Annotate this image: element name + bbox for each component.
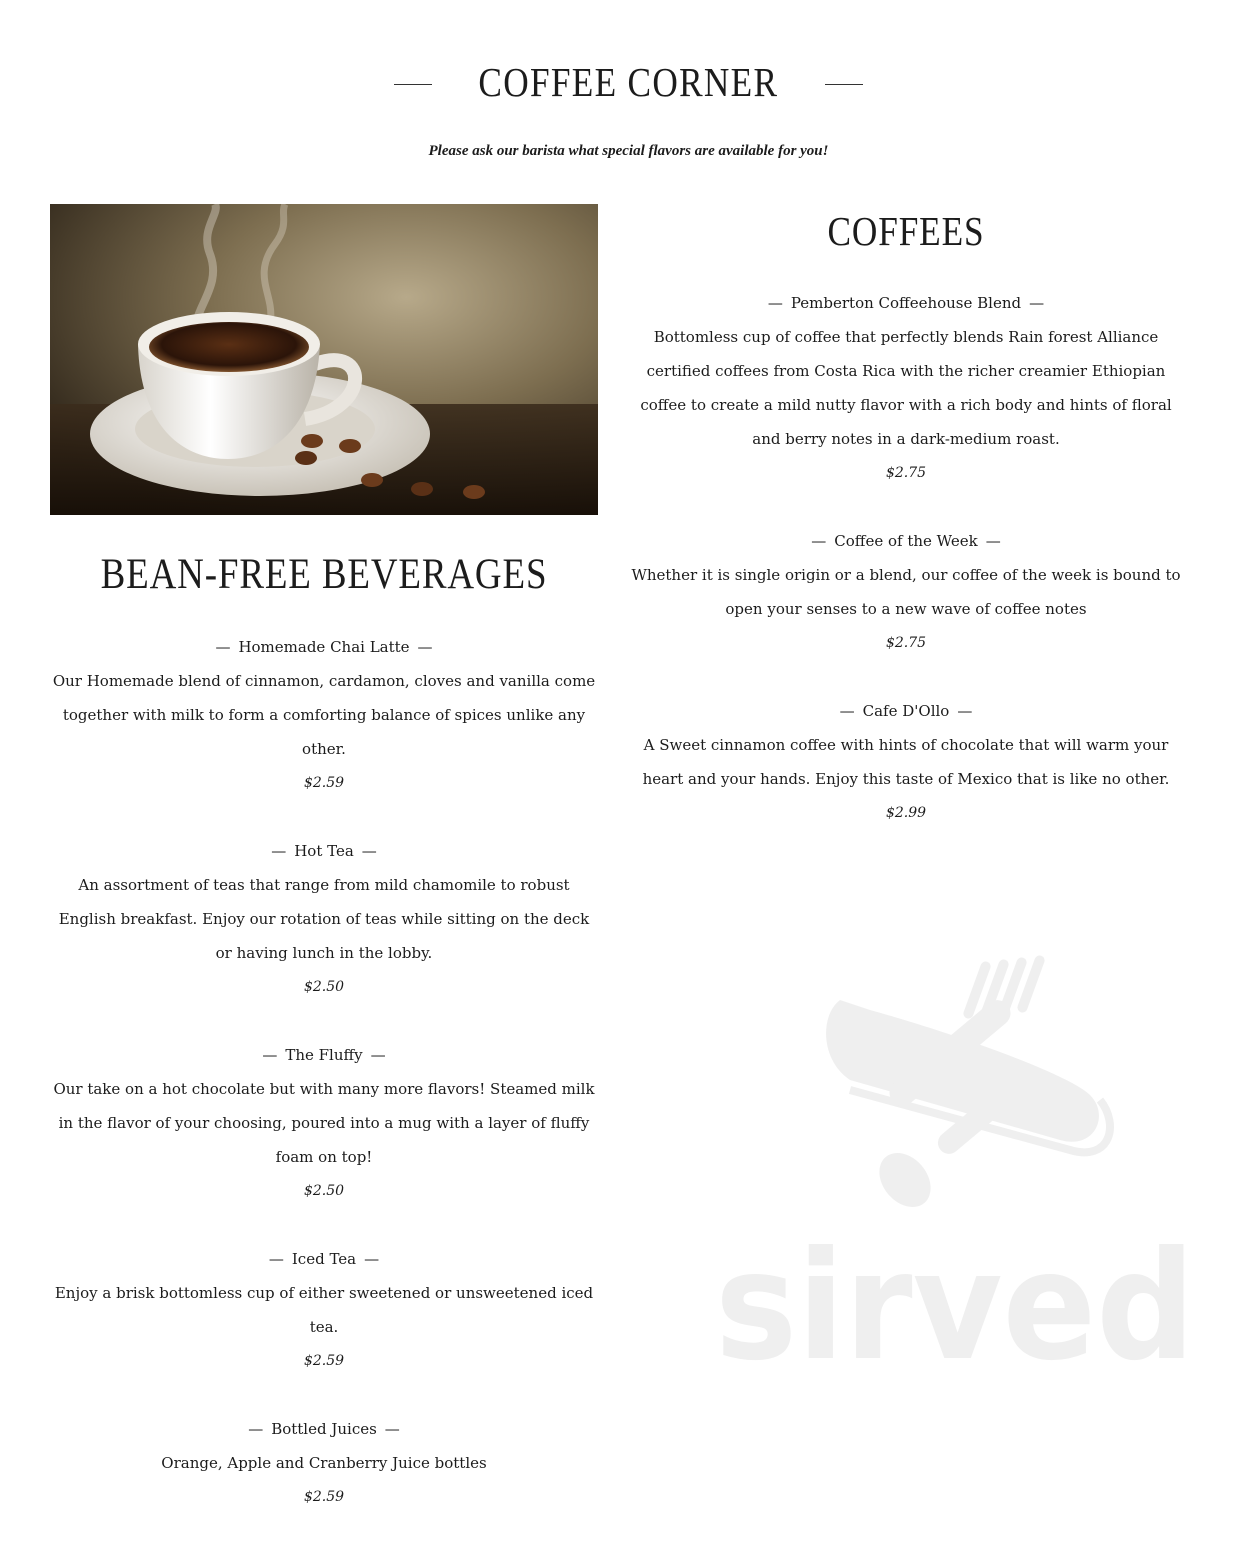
item-price: $2.59 [303, 1489, 345, 1505]
menu-item: — Homemade Chai Latte — Our Homemade blend of cinnamon, cardamon, cloves and vanilla come together with milk to form a comforting balance of spices unlike any other. $2.59 [50, 630, 598, 800]
coffee-cup-photo [50, 204, 598, 515]
menu-item: — Cafe D'Ollo — A Sweet cinnamon coffee with hints of chocolate that will warm your heart and your hands. Enjoy this taste of Mexico that is like no other. $2.99 [630, 694, 1182, 830]
item-price: $2.75 [885, 635, 927, 651]
item-name: Iced Tea [291, 1250, 357, 1268]
menu-header [0, 58, 1257, 106]
item-price: $2.50 [303, 1183, 345, 1199]
title-dash-left [394, 84, 432, 85]
coffees-heading: COFFEES [827, 208, 985, 254]
bean-free-heading: BEAN-FREE BEVERAGES [100, 551, 548, 598]
item-name: Bottled Juices [271, 1420, 377, 1438]
item-description: A Sweet cinnamon coffee with hints of chocolate that will warm your heart and your hands. Enjoy this taste of Mexico that is like no other. [642, 736, 1170, 788]
title-dash-right [825, 84, 863, 85]
item-description: Our take on a hot chocolate but with many more flavors! Steamed milk in the flavor of your choosing, poured into a mug with a layer of fluffy foam on top! [53, 1080, 595, 1166]
sirved-watermark [700, 940, 1220, 1380]
item-description: Our Homemade blend of cinnamon, cardamon, cloves and vanilla come together with milk to form a comforting balance of spices unlike any other. [52, 672, 596, 758]
menu-item: — Hot Tea — An assortment of teas that range from mild chamomile to robust English breakfast. Enjoy our rotation of teas while sitting on the deck or having lunch in the lobby. $2.50 [50, 834, 598, 1004]
item-price: $2.59 [303, 1353, 345, 1369]
menu-item: — The Fluffy — Our take on a hot chocolate but with many more flavors! Steamed milk in the flavor of your choosing, poured into a mug with a layer of fluffy foam on top! $2.50 [50, 1038, 598, 1208]
item-name: The Fluffy [285, 1046, 363, 1064]
bean-free-section [50, 540, 598, 1548]
item-description: Whether it is single origin or a blend, our coffee of the week is bound to open your senses to a new wave of coffee notes [631, 566, 1181, 618]
item-name: Coffee of the Week [834, 532, 978, 550]
item-name: Homemade Chai Latte [238, 638, 410, 656]
item-price: $2.75 [885, 465, 927, 481]
item-price: $2.99 [885, 805, 927, 821]
item-price: $2.59 [303, 775, 345, 791]
fork-spoon-icon [700, 940, 1220, 1380]
coffees-section [630, 196, 1182, 864]
item-description: Bottomless cup of coffee that perfectly blends Rain forest Alliance certified coffees from Costa Rica with the richer creamier Ethiopian coffee to create a mild nutty flavor with a rich body and hints of floral and berry notes in a dark-medium roast. [640, 328, 1172, 448]
menu-item: — Bottled Juices — Orange, Apple and Cranberry Juice bottles $2.59 [50, 1412, 598, 1514]
menu-item: — Coffee of the Week — Whether it is single origin or a blend, our coffee of the week is bound to open your senses to a new wave of coffee notes $2.75 [630, 524, 1182, 660]
item-name: Cafe D'Ollo [862, 702, 950, 720]
page-title: COFFEE CORNER [478, 59, 779, 105]
item-price: $2.50 [303, 979, 345, 995]
item-name: Pemberton Coffeehouse Blend [790, 294, 1022, 312]
menu-item: — Iced Tea — Enjoy a brisk bottomless cup of either sweetened or unsweetened iced tea. $2.59 [50, 1242, 598, 1378]
menu-subtitle: Please ask our barista what special flavors are available for you! [428, 143, 829, 159]
item-name: Hot Tea [294, 842, 354, 860]
menu-item: — Pemberton Coffeehouse Blend — Bottomless cup of coffee that perfectly blends Rain forest Alliance certified coffees from Costa Rica with the richer creamier Ethiopian coffee to create a mild nutty flavor with a rich body and hints of floral and berry notes in a dark-medium roast. $2.75 [630, 286, 1182, 490]
item-description: Enjoy a brisk bottomless cup of either sweetened or unsweetened iced tea. [54, 1284, 594, 1336]
item-description: Orange, Apple and Cranberry Juice bottles [161, 1454, 487, 1472]
watermark-text: sirved [715, 1220, 1195, 1380]
item-description: An assortment of teas that range from mild chamomile to robust English breakfast. Enjoy our rotation of teas while sitting on the deck or having lunch in the lobby. [58, 876, 590, 962]
